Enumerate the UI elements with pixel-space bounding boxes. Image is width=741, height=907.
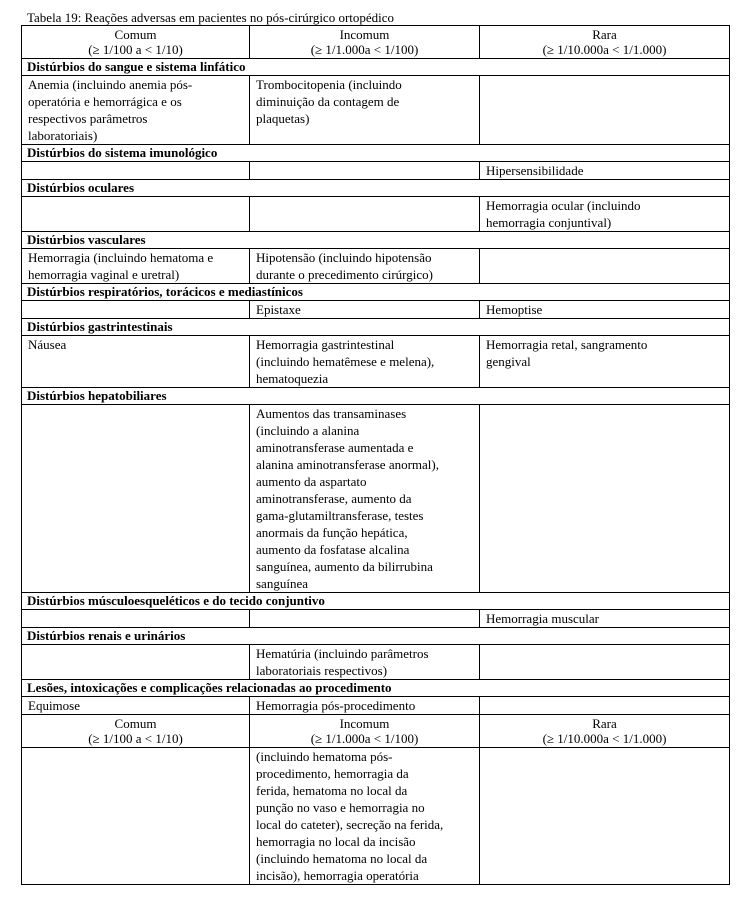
table-row bbox=[22, 610, 730, 628]
table-row bbox=[22, 301, 730, 319]
table-row bbox=[22, 76, 730, 145]
cell-gi-rare bbox=[480, 336, 730, 388]
cell-resp-rare bbox=[480, 301, 730, 319]
table-row bbox=[22, 645, 730, 680]
cell-line: Hipersensibilidade bbox=[486, 163, 584, 178]
section-title-hepato: Distúrbios hepatobiliares bbox=[22, 388, 730, 405]
cell-blood-uncommon bbox=[250, 76, 480, 145]
table-row bbox=[22, 748, 730, 885]
section-title-immune: Distúrbios do sistema imunológico bbox=[22, 145, 730, 162]
cell-line: respectivos parâmetros bbox=[28, 111, 148, 126]
repeated-header-common: Comum (≥ 1/100 a < 1/10) bbox=[22, 715, 250, 748]
cell-line: diminuição da contagem de bbox=[256, 94, 400, 109]
cell-line: Epistaxe bbox=[256, 302, 301, 317]
section-title-blood: Distúrbios do sangue e sistema linfático bbox=[22, 59, 730, 76]
cell-gi-uncommon bbox=[250, 336, 480, 388]
cell-line: Hematúria (incluindo parâmetros bbox=[256, 646, 429, 661]
section-row bbox=[22, 59, 730, 76]
cell-line: Hemorragia gastrintestinal bbox=[256, 337, 395, 352]
cell-line: sanguínea, aumento da bilirrubina bbox=[256, 559, 433, 574]
cell-hepato-rare bbox=[480, 405, 730, 593]
cell-line: Aumentos das transaminases bbox=[256, 406, 407, 421]
cell-vascular-uncommon bbox=[250, 249, 480, 284]
table-row bbox=[22, 697, 730, 715]
cell-line: local do cateter), secreção na ferida, bbox=[256, 817, 444, 832]
cell-line: hematoquezia bbox=[256, 371, 329, 386]
cell-renal-common bbox=[22, 645, 250, 680]
cell-line: gama-glutamiltransferase, testes bbox=[256, 508, 424, 523]
cell-line: anormais da função hepática, bbox=[256, 525, 408, 540]
cell-line: hemorragia vaginal e uretral) bbox=[28, 267, 180, 282]
cell-line: incisão), hemorragia operatória bbox=[256, 868, 419, 883]
repeated-header-rare: Rara (≥ 1/10.000a < 1/1.000) bbox=[480, 715, 730, 748]
cell-line: aumento da fosfatase alcalina bbox=[256, 542, 410, 557]
cell-vascular-common bbox=[22, 249, 250, 284]
cell-line: sanguínea bbox=[256, 576, 308, 591]
cell-injury-uncommon bbox=[250, 697, 480, 715]
cell-line: Hemoptise bbox=[486, 302, 543, 317]
section-title-renal: Distúrbios renais e urinários bbox=[22, 628, 730, 645]
cell-hepato-uncommon bbox=[250, 405, 480, 593]
section-row bbox=[22, 680, 730, 697]
cell-line: Anemia (incluindo anemia pós- bbox=[28, 77, 193, 92]
section-row bbox=[22, 319, 730, 336]
cell-line: (incluindo hematoma pós- bbox=[256, 749, 393, 764]
cell-line: Trombocitopenia (incluindo bbox=[256, 77, 402, 92]
cell-line: (incluindo hematêmese e melena), bbox=[256, 354, 435, 369]
adverse-reactions-table bbox=[21, 25, 730, 885]
cell-renal-uncommon bbox=[250, 645, 480, 680]
section-title-resp: Distúrbios respiratórios, torácicos e mediastínicos bbox=[22, 284, 730, 301]
header-row bbox=[22, 26, 730, 59]
cell-musculo-rare bbox=[480, 610, 730, 628]
cell-injury-common bbox=[22, 697, 250, 715]
section-title-gi: Distúrbios gastrintestinais bbox=[22, 319, 730, 336]
cell-line: Hipotensão (incluindo hipotensão bbox=[256, 250, 432, 265]
cell-line: Equimose bbox=[28, 698, 80, 713]
cell-line: Hemorragia pós-procedimento bbox=[256, 698, 416, 713]
cell-line: operatória e hemorrágica e os bbox=[28, 94, 182, 109]
cell-line: punção no vaso e hemorragia no bbox=[256, 800, 425, 815]
section-row bbox=[22, 388, 730, 405]
cell-line: laboratoriais) bbox=[28, 128, 98, 143]
cell-resp-uncommon bbox=[250, 301, 480, 319]
cell-line: Náusea bbox=[28, 337, 67, 352]
cell-hepato-common bbox=[22, 405, 250, 593]
cell-line: ferida, hematoma no local da bbox=[256, 783, 408, 798]
cell-line: alanina aminotransferase anormal), bbox=[256, 457, 439, 472]
section-row bbox=[22, 180, 730, 197]
section-row bbox=[22, 284, 730, 301]
header-common: Comum (≥ 1/100 a < 1/10) bbox=[22, 26, 250, 59]
cell-gi-common bbox=[22, 336, 250, 388]
cell-injury-rare bbox=[480, 697, 730, 715]
cell-line: Hemorragia muscular bbox=[486, 611, 599, 626]
repeated-header-row bbox=[22, 715, 730, 748]
cell-continuation-rare bbox=[480, 748, 730, 885]
cell-musculo-common bbox=[22, 610, 250, 628]
cell-line: Hemorragia (incluindo hematoma e bbox=[28, 250, 214, 265]
section-row bbox=[22, 145, 730, 162]
cell-line: plaquetas) bbox=[256, 111, 310, 126]
cell-line: aminotransferase aumentada e bbox=[256, 440, 414, 455]
cell-blood-rare bbox=[480, 76, 730, 145]
cell-vascular-rare bbox=[480, 249, 730, 284]
section-title-vascular: Distúrbios vasculares bbox=[22, 232, 730, 249]
cell-line: hemorragia conjuntival) bbox=[486, 215, 612, 230]
table-caption: Tabela 19: Reações adversas em pacientes no pós-cirúrgico ortopédico bbox=[27, 10, 395, 25]
cell-musculo-uncommon bbox=[250, 610, 480, 628]
header-rare: Rara (≥ 1/10.000a < 1/1.000) bbox=[480, 26, 730, 59]
cell-line: durante o precedimento cirúrgico) bbox=[256, 267, 433, 282]
section-title-eye: Distúrbios oculares bbox=[22, 180, 730, 197]
cell-line: gengival bbox=[486, 354, 531, 369]
cell-eye-uncommon bbox=[250, 197, 480, 232]
table-row bbox=[22, 162, 730, 180]
cell-immune-common bbox=[22, 162, 250, 180]
repeated-header-uncommon: Incomum (≥ 1/1.000a < 1/100) bbox=[250, 715, 480, 748]
cell-continuation-common bbox=[22, 748, 250, 885]
table-row bbox=[22, 197, 730, 232]
section-title-injury: Lesões, intoxicações e complicações relacionadas ao procedimento bbox=[22, 680, 730, 697]
section-title-musculo: Distúrbios músculoesqueléticos e do tecido conjuntivo bbox=[22, 593, 730, 610]
cell-renal-rare bbox=[480, 645, 730, 680]
section-row bbox=[22, 628, 730, 645]
cell-line: hemorragia no local da incisão bbox=[256, 834, 416, 849]
cell-eye-common bbox=[22, 197, 250, 232]
cell-immune-rare bbox=[480, 162, 730, 180]
table-row bbox=[22, 336, 730, 388]
cell-line: (incluindo hematoma no local da bbox=[256, 851, 428, 866]
section-row bbox=[22, 232, 730, 249]
cell-line: aminotransferase, aumento da bbox=[256, 491, 412, 506]
cell-immune-uncommon bbox=[250, 162, 480, 180]
cell-line: laboratoriais respectivos) bbox=[256, 663, 388, 678]
header-uncommon: Incomum (≥ 1/1.000a < 1/100) bbox=[250, 26, 480, 59]
cell-line: Hemorragia retal, sangramento bbox=[486, 337, 648, 352]
cell-blood-common bbox=[22, 76, 250, 145]
table-row bbox=[22, 405, 730, 593]
cell-line: (incluindo a alanina bbox=[256, 423, 360, 438]
cell-line: procedimento, hemorragia da bbox=[256, 766, 409, 781]
cell-eye-rare bbox=[480, 197, 730, 232]
cell-continuation-uncommon bbox=[250, 748, 480, 885]
cell-line: aumento da aspartato bbox=[256, 474, 367, 489]
cell-line: Hemorragia ocular (incluindo bbox=[486, 198, 641, 213]
cell-resp-common bbox=[22, 301, 250, 319]
section-row bbox=[22, 593, 730, 610]
table-row bbox=[22, 249, 730, 284]
